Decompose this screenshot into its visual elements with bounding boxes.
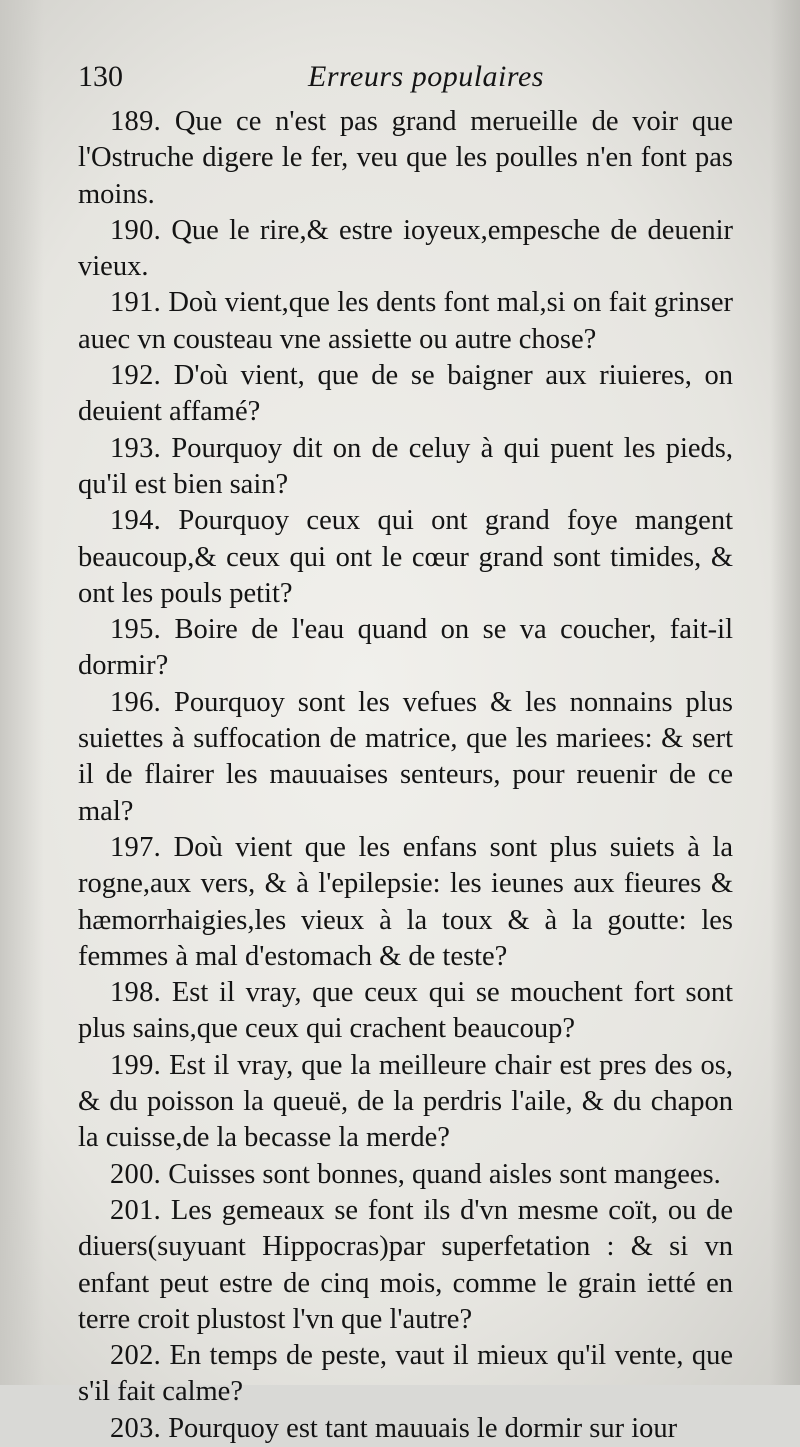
entry-number: 196. [110,686,162,718]
page-number: 130 [78,60,123,93]
entry-number: 203. [110,1412,162,1444]
entry-text: Pourquoy dit on de celuy à qui puent les pieds, qu'il est bien sain? [78,432,734,500]
entry-193 [78,431,733,504]
entry-text: Pourquoy sont les vefues & les nonnains plus suiettes à suffocation de matrice, que les mariees: & sert il de flairer les mauuaises senteurs, pour reuenir de ce mal? [78,686,734,827]
entry-number: 199. [110,1049,162,1081]
entry-201 [78,1193,733,1338]
entry-number: 194. [110,505,162,537]
entry-number: 190. [110,214,162,246]
entry-text: Pourquoy ceux qui ont grand foye mangent beaucoup,& ceux qui ont le cœur grand sont timides, & ont les pouls petit? [78,505,734,609]
entry-text: Est il vray, que ceux qui se mouchent fort sont plus sains,que ceux qui crachent beaucoup? [78,977,733,1045]
text-block [78,104,733,1447]
entry-number: 192. [110,360,162,392]
entry-number: 198. [110,977,162,1009]
entry-number: 197. [110,831,162,863]
entry-200 [78,1157,733,1193]
page-header [78,60,733,100]
entry-191 [78,285,733,358]
entry-189 [78,104,733,213]
entry-194 [78,503,733,612]
entry-text: Doù vient que les enfans sont plus suiets à la rogne,aux vers, & à l'epilepsie: les ieunes aux fieures & hæmorrhaigies,les vieux à la toux & à la goutte: les femmes à mal d'estomach & de teste? [78,831,734,972]
entry-text: Que le rire,& estre ioyeux,empesche de deuenir vieux. [78,214,733,283]
entry-number: 195. [110,614,162,646]
entry-text: En temps de peste, vaut il mieux qu'il vente, que s'il fait calme? [78,1340,733,1408]
entry-197 [78,830,733,975]
entry-number: 193. [110,432,162,464]
entry-text: Boire de l'eau quand on se va coucher, fait-il dormir? [78,614,734,682]
entry-text: Est il vray, que la meilleure chair est pres des os, & du poisson la queuë, de la perdris l'aile, & du chapon la cuisse,de la becasse la merde? [78,1049,734,1154]
entry-text: Cuisses sont bonnes, quand aisles sont mangees. [168,1158,721,1190]
entry-text: Que ce n'est pas grand merueille de voir que l'Ostruche digere le fer, veu que les poulles n'en font pas moins. [78,106,734,210]
entry-text: Doù vient,que les dents font mal,si on fait grinser auec vn cousteau vne assiette ou autre chose? [78,287,733,355]
entry-192 [78,358,733,431]
entry-196 [78,685,733,830]
entry-number: 200. [110,1158,162,1190]
entry-number: 191. [110,287,162,319]
entry-number: 201. [110,1194,162,1226]
entry-text: Les gemeaux se font ils d'vn mesme coït, ou de diuers(suyuant Hippocras)par superfetation : & si vn enfant peut estre de cinq mois, comme le grain ietté en terre croit plustost l'vn que l'autre? [78,1194,734,1335]
entry-190 [78,213,733,286]
entry-number: 189. [110,106,162,137]
entry-195 [78,612,733,685]
running-title: Erreurs populaires [308,60,544,93]
entry-202 [78,1338,733,1411]
entry-199 [78,1048,733,1157]
entry-198 [78,975,733,1048]
entry-number: 202. [110,1340,162,1372]
entry-text: Pourquoy est tant mauuais le dormir sur iour [168,1412,678,1444]
entry-text: D'où vient, que de se baigner aux riuieres, on deuient affamé? [78,360,734,428]
entry-203 [78,1411,733,1447]
